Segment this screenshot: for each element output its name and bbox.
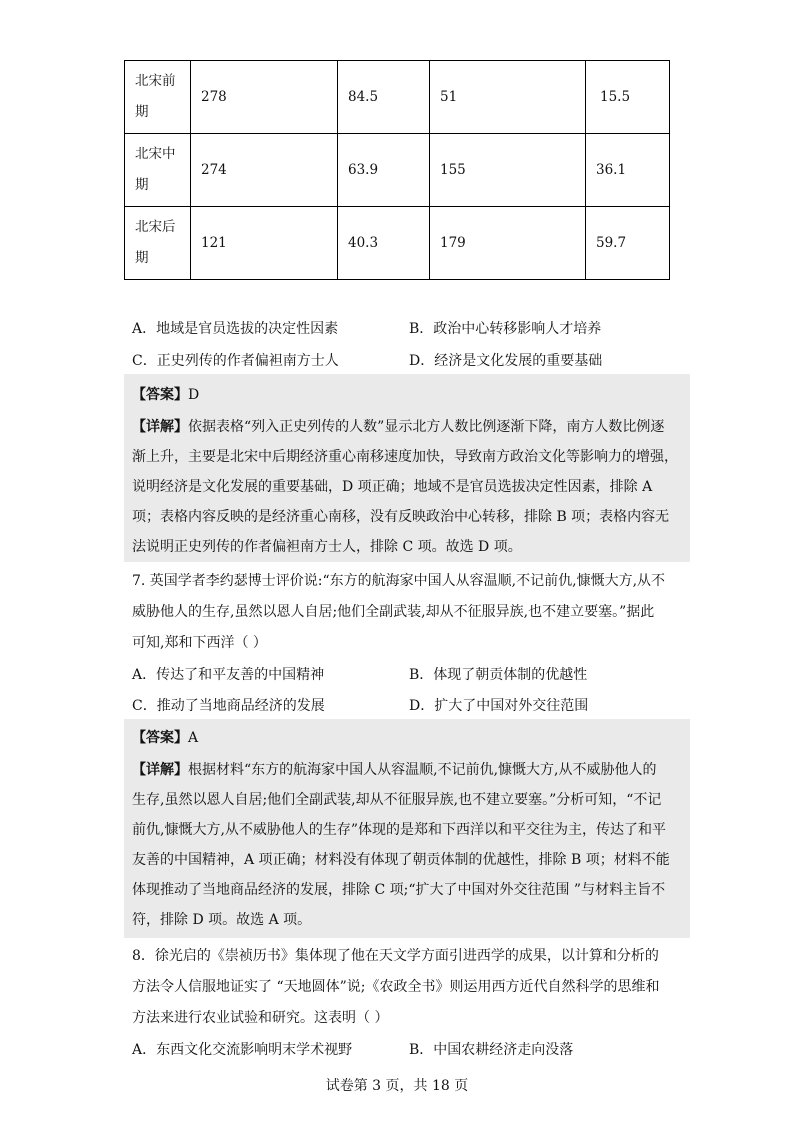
q7-answer: 【答案】A <box>132 730 199 746</box>
q8-option-b: B．中国农耕经济走向没落 <box>409 1042 574 1058</box>
q7-detail-line: 前仇,慷慨大方,从不威胁他人的生存”体现的是郑和下西洋以和平交往为主，传达了和平 <box>132 822 667 838</box>
q6-option-a: A．地域是官员选拔的决定性因素 <box>132 321 339 337</box>
q7-option-c: C．推动了当地商品经济的发展 <box>132 698 325 714</box>
q6-detail-line: 说明经济是文化发展的重要基础，D 项正确；地域不是官员选拔决定性因素，排除 A <box>132 479 653 495</box>
table-cell: 40.3 <box>338 207 430 280</box>
table-cell: 36.1 <box>586 134 670 207</box>
table-cell: 51 <box>430 61 586 134</box>
q6-option-b: B．政治中心转移影响人才培养 <box>409 321 602 337</box>
q8-stem-line: 方法令人信服地证实了 “天地圆体”说;《农政全书》则运用西方近代自然科学的思维和 <box>132 979 660 995</box>
q7-detail-line: 友善的中国精神，A 项正确；材料没有体现了朝贡体制的优越性，排除 B 项；材料不能 <box>132 852 670 868</box>
era-cell: 北宋前 期 <box>125 61 191 134</box>
table-cell: 179 <box>430 207 586 280</box>
q6-answer: 【答案】D <box>132 387 200 403</box>
q6-detail-line: 【详解】依据表格“列入正史列传的人数”显示北方人数比例逐渐下降，南方人数比例逐 <box>132 419 665 435</box>
q6-options-row-2 <box>132 350 692 370</box>
q8-option-a: A．东西文化交流影响明末学术视野 <box>132 1042 353 1058</box>
table-row <box>125 134 670 207</box>
table-cell: 274 <box>191 134 338 207</box>
q7-option-a: A．传达了和平友善的中国精神 <box>132 667 325 683</box>
table-cell: 278 <box>191 61 338 134</box>
table-cell: 84.5 <box>338 61 430 134</box>
q7-detail-line: 体现推动了当地商品经济的发展，排除 C 项;“扩大了中国对外交往范围 ”与材料主旨不 <box>132 882 666 898</box>
q7-options-row-2 <box>132 695 692 715</box>
q7-detail-line: 符，排除 D 项。故选 A 项。 <box>132 912 312 928</box>
q6-detail-line: 渐上升，主要是北宋中后期经济重心南移速度加快，导致南方政治文化等影响力的增强， <box>132 449 678 465</box>
q8-options-row-1 <box>132 1039 692 1059</box>
q7-stem-line: 7. 英国学者李约瑟博士评价说:“东方的航海家中国人从容温顺,不记前仇,慷慨大方,从不 <box>132 573 666 589</box>
table-row <box>125 61 670 134</box>
q7-detail-line: 【详解】根据材料“东方的航海家中国人从容温顺,不记前仇,慷慨大方,从不威胁他人的 <box>132 762 657 778</box>
q6-answer-box <box>124 374 690 562</box>
q7-option-b: B．体现了朝贡体制的优越性 <box>409 667 588 683</box>
q7-stem-line: 威胁他人的生存,虽然以恩人自居;他们全副武装,却从不征服异族,也不建立要塞。”据此 <box>132 604 655 620</box>
page-footer: 试卷第 3 页，共 18 页 <box>325 1078 469 1094</box>
era-cell: 北宋后 期 <box>125 207 191 280</box>
table-cell: 63.9 <box>338 134 430 207</box>
q7-stem-line: 可知,郑和下西洋（ ） <box>132 635 267 651</box>
table-cell: 15.5 <box>586 61 670 134</box>
q6-options-row-1 <box>132 318 692 338</box>
q8-stem-line: 方法来进行农业试验和研究。这表明（ ） <box>132 1010 389 1026</box>
table-cell: 155 <box>430 134 586 207</box>
q6-detail-line: 项；表格内容反映的是经济重心南移，没有反映政治中心转移，排除 B 项；表格内容无 <box>132 509 670 525</box>
q7-detail-line: 生存,虽然以恩人自居;他们全副武装,却从不征服异族,也不建立要塞。”分析可知，“不记 <box>132 792 662 808</box>
data-table <box>124 60 670 280</box>
table-cell: 59.7 <box>586 207 670 280</box>
q6-option-c: C．正史列传的作者偏袒南方士人 <box>132 353 339 369</box>
q7-answer-box <box>124 719 690 938</box>
table-row <box>125 207 670 280</box>
table-cell: 121 <box>191 207 338 280</box>
q8-stem-line: 8．徐光启的《崇祯历书》集体现了他在天文学方面引进西学的成果，以计算和分析的 <box>132 948 659 964</box>
q6-detail-line: 法说明正史列传的作者偏袒南方士人，排除 C 项。故选 D 项。 <box>132 539 522 555</box>
q6-option-d: D．经济是文化发展的重要基础 <box>409 353 603 369</box>
q7-option-d: D．扩大了中国对外交往范围 <box>409 698 589 714</box>
era-cell: 北宋中 期 <box>125 134 191 207</box>
q7-options-row-1 <box>132 664 692 684</box>
